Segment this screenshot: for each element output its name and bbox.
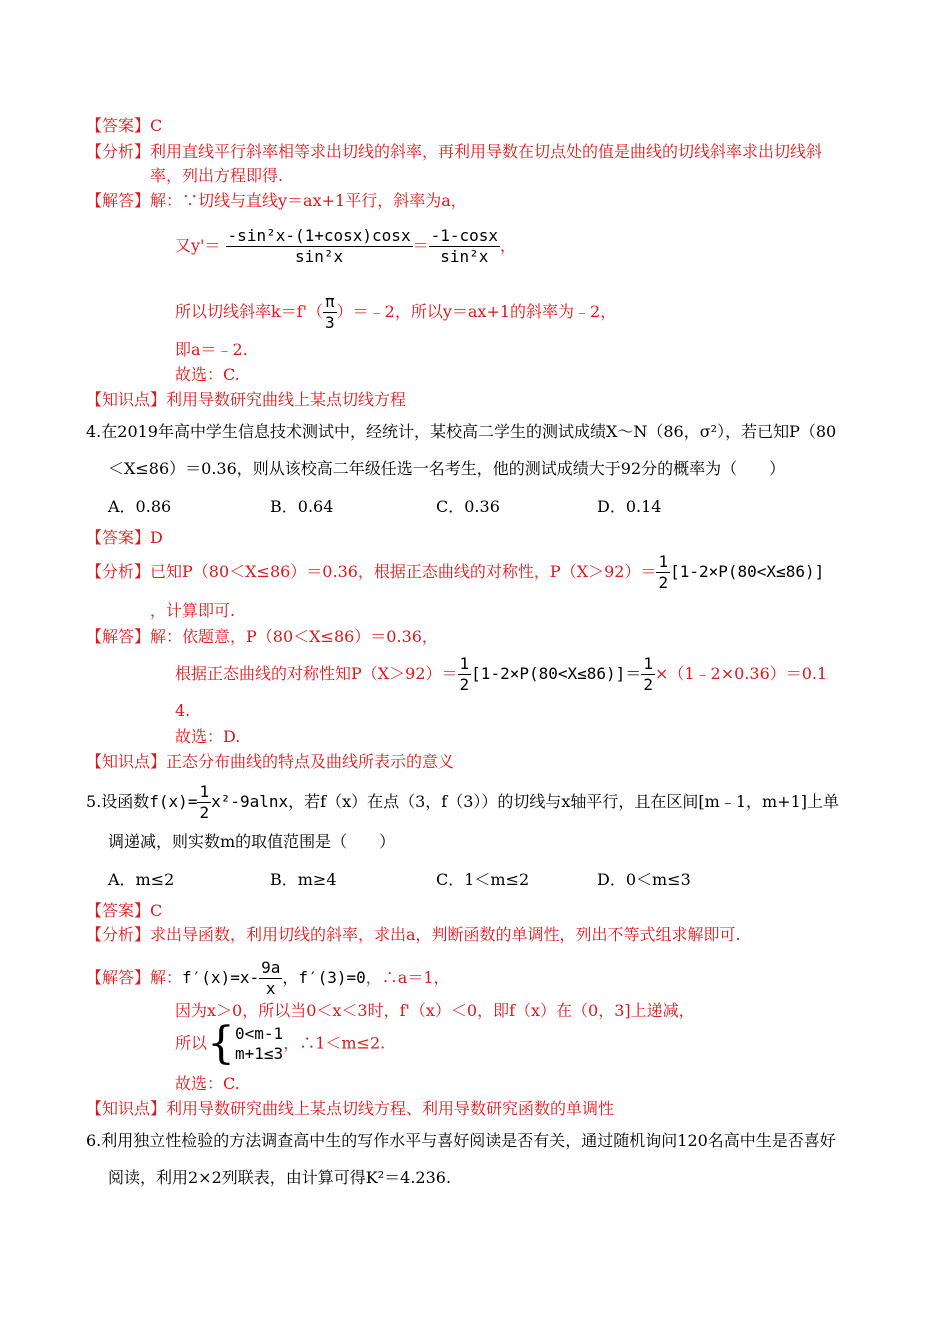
analysis-text: 已知P（80＜X≤86）＝0.36，根据正态曲线的对称性，P（X＞92）＝ [150,562,657,581]
symmetry-suffix: ×（1﹣2×0.36）＝0.1 [654,664,828,683]
q5-analysis-line [86,924,741,946]
q4-choice-line: 故选：D. [175,727,241,746]
q6-stem-line-1: 6.利用独立性检验的方法调查高中生的写作水平与喜好阅读是否有关，通过随机询问120名高中生是否喜好 [86,1131,836,1150]
analysis-text: 求出导函数，利用切线的斜率，求出a，判断函数的单调性，列出不等式组求解即可. [150,925,741,944]
fraction-numerator: 1 [658,552,669,571]
answer-value: C [150,116,163,135]
answer-value: C [150,901,163,920]
fraction-denominator: 2 [658,573,669,592]
stem-prefix: 5.设函数 [86,792,150,811]
answer-tag: 【答案】 [86,528,151,547]
q3-choice-line: 故选：C. [175,365,240,384]
knowledge-text: 正态分布曲线的特点及曲线所表示的意义 [166,752,455,771]
symmetry-prefix: 根据正态曲线的对称性知P（X＞92）＝ [175,664,458,683]
derivative-expr: f′(x)=x- [182,968,260,987]
q3-result-line: 即a＝﹣2. [175,340,248,359]
analysis-tag: 【分析】 [86,142,151,161]
q4-stem-line-1: 4.在2019年高中学生信息技术测试中，经统计，某校高二学生的测试成绩X～N（86，σ²），若已知P（80 [86,422,837,441]
knowledge-tag: 【知识点】 [86,1099,167,1118]
analysis-tag: 【分析】 [86,925,151,944]
q5-knowledge-line [86,1098,614,1120]
fraction-numerator: π [325,292,335,311]
q3-analysis-cont: 率，列出方程即得. [150,166,284,185]
analysis-text: 利用直线平行斜率相等求出切线的斜率，再利用导数在切点处的值是曲线的切线斜率求出切线斜 [150,142,823,161]
q5-option-a: A．m≤2 [108,870,175,889]
q3-solution-line [86,190,467,212]
fraction-denominator: 2 [199,803,210,822]
solution-text: 解：依题意，P（80＜X≤86）＝0.36， [150,627,438,646]
fraction-denominator: x [265,979,276,998]
q3-derivative-line [175,226,516,267]
solution-tag: 【解答】 [86,968,151,987]
q4-solution-line [86,626,438,648]
fraction-denominator: 3 [325,313,335,332]
slope-suffix: ）＝﹣2，所以y＝ax+1的斜率为﹣2， [336,302,617,321]
q5-solution-line [86,958,450,999]
fraction-denominator: sin²x [440,247,489,266]
q5-choice-line: 故选：C. [175,1074,240,1093]
inequality-row-2: m+1≤3 [235,1044,284,1063]
nine-a-over-x-fraction [259,958,282,999]
q3-answer-line [86,115,162,137]
function-name: f(x)= [149,792,198,811]
pi-over-3-fraction [323,292,337,333]
q4-symmetry-line [175,654,827,695]
fraction-numerator: 1 [199,782,210,801]
solution-text: 解：∵切线与直线y＝ax+1平行，斜率为a， [150,191,467,210]
system-suffix: ，∴1＜m≤2. [283,1033,386,1053]
fraction-numerator: 1 [459,654,470,673]
fraction-numerator: 9a [261,958,281,977]
knowledge-tag: 【知识点】 [86,390,167,409]
q5-monotonic-line: 因为x＞0，所以当0＜x＜3时，f'（x）＜0，即f（x）在（0，3]上递减， [175,1001,695,1020]
solution-suffix: ，∴a＝1， [365,968,450,987]
solution-tag: 【解答】 [86,191,151,210]
q5-stem-line-2: 调递减，则实数m的取值范围是（ ） [108,832,396,851]
q3-analysis-line [86,141,822,163]
fraction-numerator: -1-cosx [430,226,499,245]
answer-tag: 【答案】 [86,116,151,135]
answer-value: D [150,528,163,547]
stem-suffix: ，若f（x）在点（3，f（3））的切线与x轴平行，且在区间[m﹣1，m+1]上单 [288,792,840,811]
knowledge-tag: 【知识点】 [86,752,167,771]
fraction-denominator: 2 [459,675,470,694]
q4-stem-line-2: ＜X≤86）＝0.36，则从该校高二年级任选一名考生，他的测试成绩大于92分的概率为（ ） [108,459,786,478]
left-brace-icon: { [207,1018,236,1069]
q4-option-a: A．0.86 [108,497,172,516]
derivative-fraction-2 [429,226,500,267]
q4-option-c: C．0.36 [436,497,500,516]
q5-option-c: C．1＜m≤2 [436,870,530,889]
analysis-tag: 【分析】 [86,562,151,581]
fraction-numerator: 1 [643,654,653,673]
knowledge-text: 利用导数研究曲线上某点切线方程、利用导数研究函数的单调性 [166,1099,615,1118]
system-prefix: 所以 [175,1033,208,1053]
q5-system-line [175,1018,386,1069]
q4-result-cont: 4. [175,701,191,720]
q4-analysis-line [86,552,824,593]
inequality-row-1: 0<m-1 [235,1024,284,1043]
one-half-fraction [458,654,472,695]
derivative-condition: ，f′(3)=0 [282,968,366,987]
one-half-fraction [656,552,670,593]
q3-slope-line [175,292,616,333]
answer-tag: 【答案】 [86,901,151,920]
analysis-bracket-expr: [1-2×P(80<X≤86)] [670,562,825,581]
fraction-denominator: sin²x [294,247,344,266]
derivative-fraction-1 [226,226,413,267]
solution-tag: 【解答】 [86,627,151,646]
solution-prefix: 解： [150,968,183,987]
q4-analysis-cont: ，计算即可. [150,601,236,620]
q4-option-d: D．0.14 [597,497,662,516]
q5-option-d: D．0＜m≤3 [597,870,691,889]
q4-knowledge-line [86,751,454,773]
slope-prefix: 所以切线斜率k＝f'（ [175,302,324,321]
symmetry-bracket-expr: [1-2×P(80<X≤86)]＝ [471,664,642,683]
knowledge-text: 利用导数研究曲线上某点切线方程 [166,390,407,409]
fraction-denominator: 2 [643,675,653,694]
fraction-numerator: -sin²x-(1+cosx)cosx [227,226,411,245]
derivative-suffix: ， [500,236,517,255]
one-half-fraction [197,782,211,823]
q4-option-b: B．0.64 [270,497,334,516]
equals-sign: ＝ [412,236,429,255]
q5-option-b: B．m≥4 [270,870,337,889]
q5-answer-line [86,900,162,922]
one-half-fraction-2 [641,654,655,695]
q5-stem-line-1 [86,782,839,823]
q6-stem-line-2: 阅读，利用2×2列联表，由计算可得K²＝4.236. [108,1168,452,1187]
derivative-prefix: 又y'＝ [175,236,221,255]
inequality-system [235,1024,283,1064]
q3-knowledge-line [86,389,406,411]
function-expression: x²-9alnx [211,792,289,811]
q4-answer-line [86,527,163,549]
